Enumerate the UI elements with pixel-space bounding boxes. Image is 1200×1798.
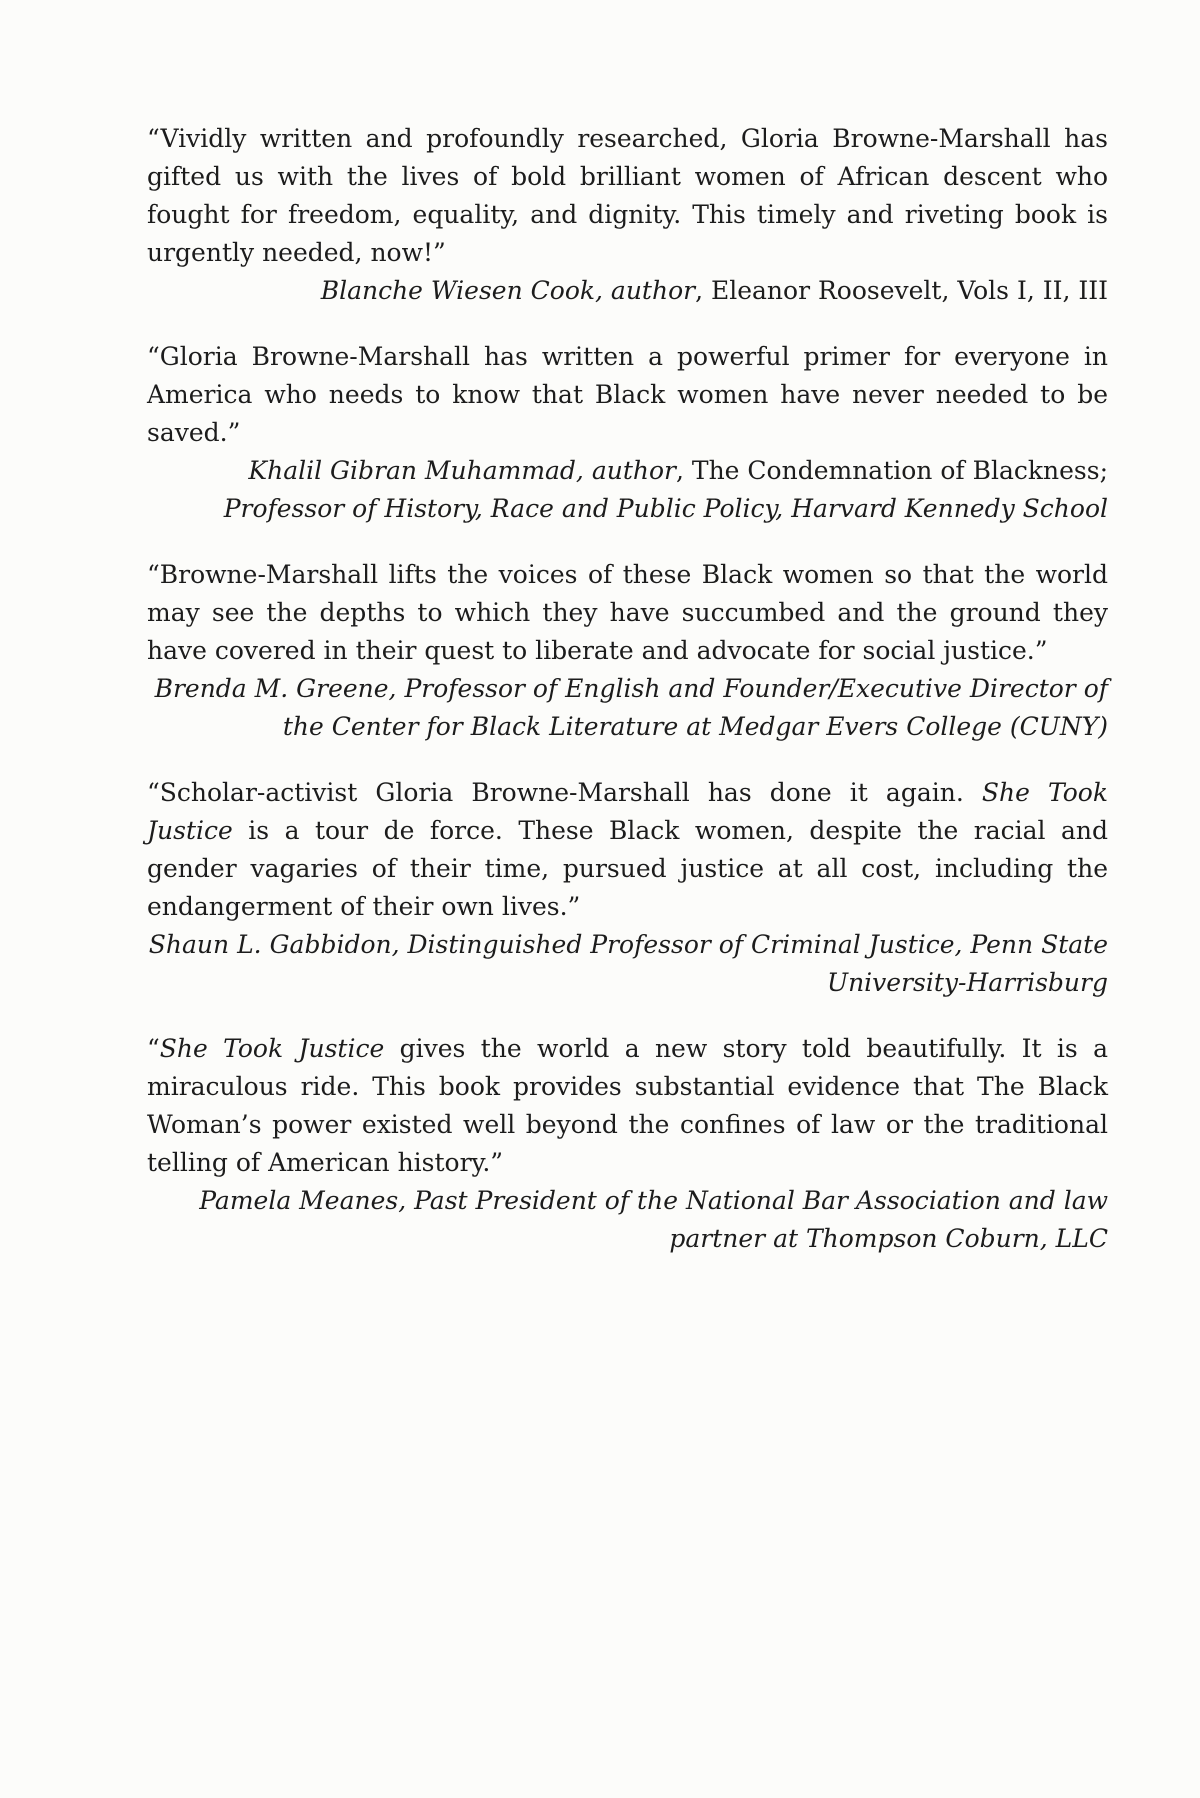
quote-text: “ bbox=[147, 1034, 160, 1063]
attribution-name: Shaun L. Gabbidon, Distinguished Professor of Criminal Justice, Penn State University-Harrisburg bbox=[148, 930, 1108, 997]
endorsement-blurb bbox=[147, 774, 1108, 1002]
quote-text: “Scholar-activist Gloria Browne-Marshall has done it again. bbox=[147, 778, 982, 807]
endorsements-page bbox=[147, 120, 1108, 1286]
attribution-name: Brenda M. Greene, Professor of English and Founder/Executive Director of the Center for Black Literature at Medgar Evers College (CUNY) bbox=[154, 674, 1108, 741]
attribution-work: , The Condemnation of Blackness; bbox=[676, 456, 1108, 485]
quote-text: gives the world a new story told beautifully. It is a miraculous ride. This book provides substantial evidence that The Black Woman’s power existed well beyond the confines of law or the traditional telling of American history.” bbox=[147, 1034, 1108, 1177]
quote-text: “Gloria Browne-Marshall has written a powerful primer for everyone in America who needs to know that Black women have never needed to be saved.” bbox=[147, 342, 1108, 447]
endorsement-quote bbox=[147, 120, 1108, 272]
endorsement-quote bbox=[147, 338, 1108, 452]
endorsement-quote bbox=[147, 1030, 1108, 1182]
book-title: She Took Justice bbox=[159, 1034, 385, 1063]
endorsement-quote bbox=[147, 556, 1108, 670]
endorsement-blurb bbox=[147, 120, 1108, 310]
endorsement-attribution bbox=[147, 272, 1108, 310]
attribution-title: Professor of History, Race and Public Policy, Harvard Kennedy School bbox=[223, 494, 1108, 523]
endorsement-quote bbox=[147, 774, 1108, 926]
endorsement-attribution bbox=[147, 452, 1108, 528]
quote-text: “Browne-Marshall lifts the voices of these Black women so that the world may see the depths to which they have succumbed and the ground they have covered in their quest to liberate and advocate for social justice.” bbox=[147, 560, 1108, 665]
endorsement-attribution bbox=[147, 670, 1108, 746]
endorsement-blurb bbox=[147, 1030, 1108, 1258]
endorsement-blurb bbox=[147, 338, 1108, 528]
endorsement-attribution bbox=[147, 926, 1108, 1002]
endorsement-attribution bbox=[147, 1182, 1108, 1258]
attribution-name: Khalil Gibran Muhammad, author bbox=[248, 456, 676, 485]
endorsement-blurb bbox=[147, 556, 1108, 746]
attribution-work: , Eleanor Roosevelt, Vols I, II, III bbox=[695, 276, 1108, 305]
quote-text: is a tour de force. These Black women, despite the racial and gender vagaries of their time, pursued justice at all cost, including the endangerment of their own lives.” bbox=[147, 816, 1108, 921]
quote-text: “Vividly written and profoundly researched, Gloria Browne-Marshall has gifted us with the lives of bold brilliant women of African descent who fought for freedom, equality, and dignity. This timely and riveting book is urgently needed, now!” bbox=[147, 124, 1108, 267]
attribution-name: Blanche Wiesen Cook, author bbox=[320, 276, 696, 305]
attribution-name: Pamela Meanes, Past President of the National Bar Association and law partner at Thompson Coburn, LLC bbox=[199, 1186, 1108, 1253]
book-title: She Took Justice bbox=[147, 778, 1108, 845]
